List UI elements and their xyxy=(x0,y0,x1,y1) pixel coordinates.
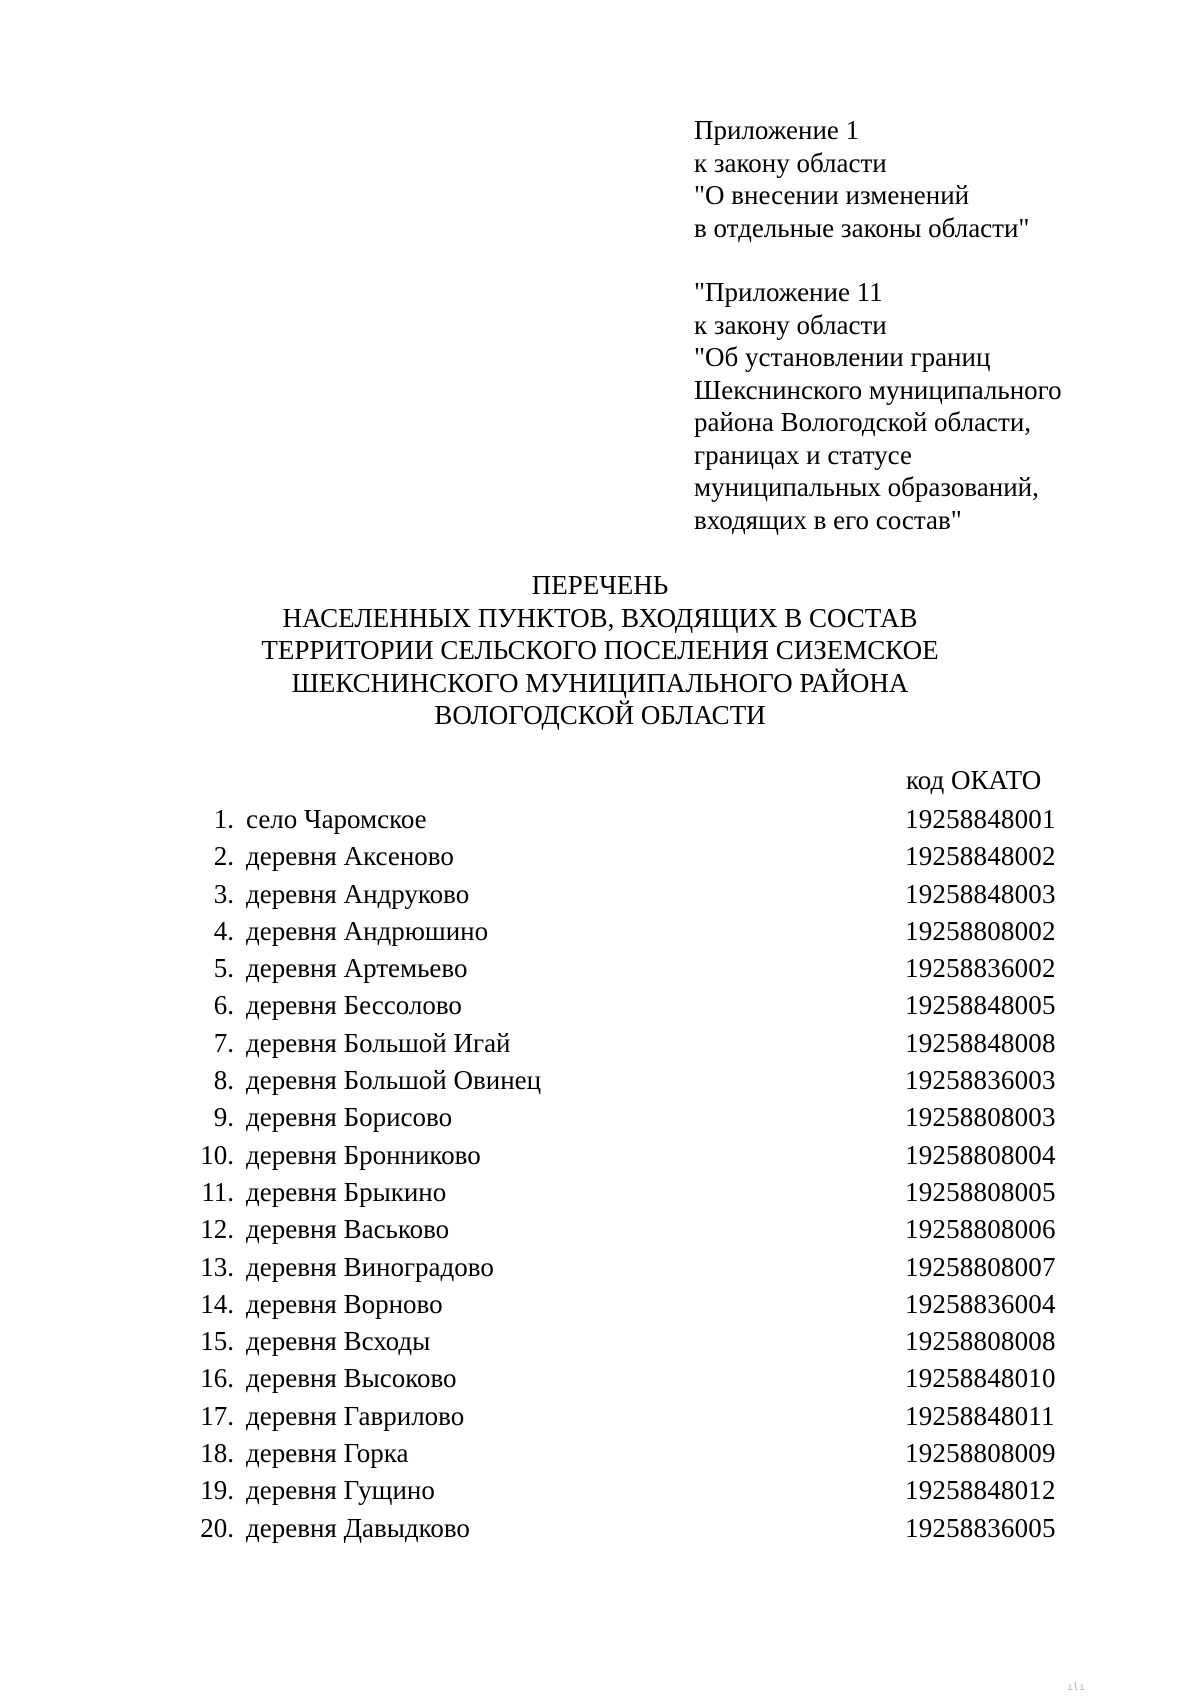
settlement-name: деревня Гаврилово xyxy=(246,1400,465,1431)
settlement-name: деревня Большой Овинец xyxy=(246,1065,542,1096)
list-item-number: 5. xyxy=(213,953,234,984)
appendix-line: муниципальных образований, xyxy=(694,472,1039,502)
list-item xyxy=(190,1249,1070,1286)
settlement-list xyxy=(190,801,1070,1547)
list-item-number: 20. xyxy=(200,1512,234,1543)
appendix-line: к закону области xyxy=(694,147,887,178)
settlement-name: деревня Артемьево xyxy=(246,953,468,984)
settlement-name: деревня Брыкино xyxy=(246,1176,447,1207)
list-item xyxy=(190,1323,1070,1360)
settlement-name: деревня Бронниково xyxy=(246,1139,481,1170)
list-item-number: 15. xyxy=(200,1326,234,1357)
list-item-number: 8. xyxy=(213,1065,234,1096)
appendix-spacer xyxy=(694,244,1062,276)
list-item xyxy=(190,1286,1070,1323)
okato-code: 19258808003 xyxy=(905,1102,1056,1133)
appendix-header xyxy=(694,114,1062,536)
title-line: НАСЕЛЕННЫХ ПУНКТОВ, ВХОДЯЩИХ В СОСТАВ xyxy=(282,602,918,633)
okato-code: 19258808008 xyxy=(905,1326,1056,1357)
list-item-number: 7. xyxy=(213,1027,234,1058)
list-item xyxy=(190,1510,1070,1547)
list-item xyxy=(190,913,1070,950)
appendix-line: "О внесении изменений xyxy=(694,180,970,210)
appendix-line: входящих в его состав" xyxy=(694,504,962,535)
list-item-number: 16. xyxy=(200,1363,234,1394)
okato-code: 19258808006 xyxy=(905,1214,1056,1245)
okato-code: 19258808002 xyxy=(905,915,1056,946)
okato-column-header: код ОКАТО xyxy=(906,765,1042,795)
list-item xyxy=(190,1025,1070,1062)
okato-code: 19258836004 xyxy=(905,1288,1056,1319)
okato-code: 19258848002 xyxy=(905,841,1056,872)
settlement-name: деревня Аксеново xyxy=(246,841,454,872)
scan-artifact: ılı xyxy=(1066,1682,1085,1693)
appendix-line: "Об установлении границ xyxy=(694,342,991,372)
settlement-name: деревня Ворново xyxy=(246,1288,443,1319)
list-item xyxy=(190,801,1070,838)
list-item-number: 10. xyxy=(200,1139,234,1170)
okato-code: 19258808007 xyxy=(905,1251,1056,1282)
list-item xyxy=(190,1398,1070,1435)
appendix-line: Приложение 1 xyxy=(694,115,860,145)
list-item xyxy=(190,1099,1070,1136)
document-title xyxy=(180,569,1020,732)
okato-code: 19258836002 xyxy=(905,953,1056,984)
okato-code: 19258836003 xyxy=(905,1065,1056,1096)
okato-code: 19258848003 xyxy=(905,878,1056,909)
list-item xyxy=(190,838,1070,875)
okato-code: 19258848012 xyxy=(905,1475,1056,1506)
list-item xyxy=(190,1435,1070,1472)
list-item-number: 18. xyxy=(200,1438,234,1469)
appendix-line: "Приложение 11 xyxy=(694,277,883,307)
okato-code: 19258848001 xyxy=(905,804,1056,834)
settlement-name: село Чаромское xyxy=(246,804,427,834)
list-item-number: 11. xyxy=(201,1176,234,1207)
list-item-number: 1. xyxy=(213,804,234,834)
title-line: ШЕКСНИНСКОГО МУНИЦИПАЛЬНОГО РАЙОНА xyxy=(291,667,909,698)
list-item-number: 17. xyxy=(200,1400,234,1431)
appendix-line: района Вологодской области, xyxy=(694,407,1032,437)
okato-code: 19258808005 xyxy=(905,1176,1056,1207)
settlement-name: деревня Всходы xyxy=(246,1326,431,1357)
appendix-line: Шекснинского муниципального xyxy=(694,374,1062,405)
appendix-line: в отдельные законы области" xyxy=(694,212,1030,243)
settlement-name: деревня Бессолово xyxy=(246,990,462,1021)
list-item xyxy=(190,1360,1070,1397)
okato-code: 19258848005 xyxy=(905,990,1056,1021)
settlement-name: деревня Виноградово xyxy=(246,1251,494,1282)
okato-code: 19258836005 xyxy=(905,1512,1056,1543)
okato-code: 19258848010 xyxy=(905,1363,1056,1394)
settlement-name: деревня Васьково xyxy=(246,1214,450,1245)
settlement-name: деревня Андрюшино xyxy=(246,915,489,946)
list-item xyxy=(190,1174,1070,1211)
list-item xyxy=(190,1137,1070,1174)
okato-code: 19258848008 xyxy=(905,1027,1056,1058)
list-item xyxy=(190,950,1070,987)
settlement-name: деревня Горка xyxy=(246,1438,409,1469)
okato-code: 19258808004 xyxy=(905,1139,1056,1170)
list-item-number: 3. xyxy=(213,878,234,909)
okato-code: 19258808009 xyxy=(905,1438,1056,1469)
title-line: ПЕРЕЧЕНЬ xyxy=(531,570,669,600)
list-item-number: 9. xyxy=(213,1102,234,1133)
settlement-name: деревня Большой Игай xyxy=(246,1027,511,1058)
list-item xyxy=(190,876,1070,913)
settlement-name: деревня Высоково xyxy=(246,1363,457,1394)
title-line: ВОЛОГОДСКОЙ ОБЛАСТИ xyxy=(434,700,766,730)
list-item-number: 12. xyxy=(200,1214,234,1245)
list-item-number: 19. xyxy=(200,1475,234,1506)
okato-code: 19258848011 xyxy=(905,1400,1055,1431)
list-item-number: 2. xyxy=(213,841,234,872)
list-item xyxy=(190,1472,1070,1509)
list-item-number: 4. xyxy=(213,915,234,946)
settlement-name: деревня Борисово xyxy=(246,1102,453,1133)
settlement-name: деревня Гущино xyxy=(246,1475,435,1506)
list-item xyxy=(190,987,1070,1024)
list-item-number: 13. xyxy=(200,1251,234,1282)
settlement-name: деревня Давыдково xyxy=(246,1512,470,1543)
appendix-line: границах и статусе xyxy=(694,439,912,470)
list-item-number: 14. xyxy=(200,1288,234,1319)
settlement-name: деревня Андруково xyxy=(246,878,470,909)
list-item-number: 6. xyxy=(213,990,234,1021)
appendix-line: к закону области xyxy=(694,309,887,340)
title-line: ТЕРРИТОРИИ СЕЛЬСКОГО ПОСЕЛЕНИЯ СИЗЕМСКОЕ xyxy=(261,635,939,665)
list-item xyxy=(190,1062,1070,1099)
list-item xyxy=(190,1211,1070,1248)
